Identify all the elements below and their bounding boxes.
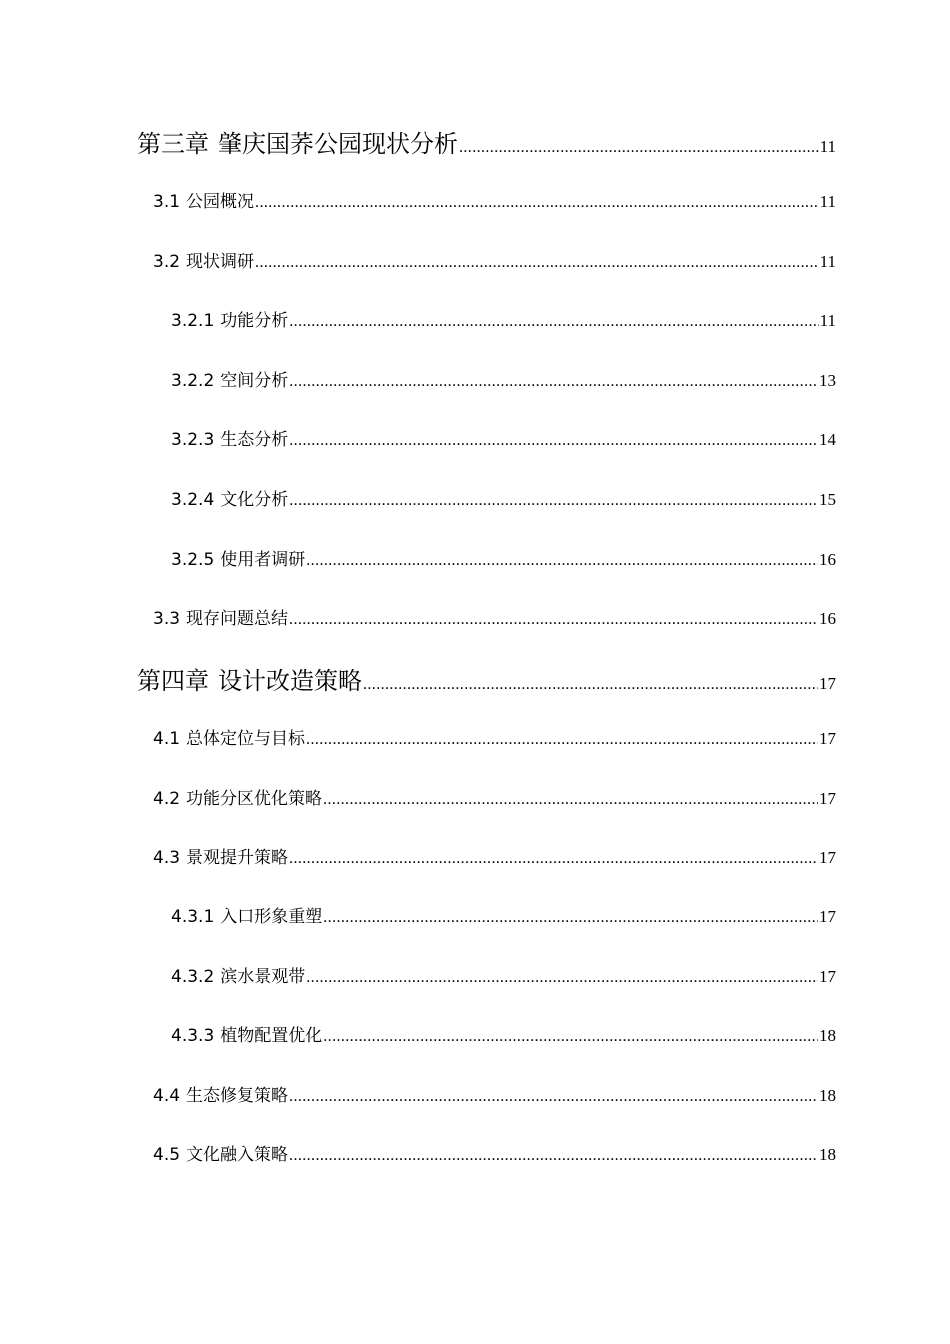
toc-entry-number: 第四章	[137, 667, 209, 695]
toc-leader-dots	[459, 139, 819, 157]
toc-subsection[interactable]	[171, 366, 836, 391]
toc-page-number: 11	[819, 137, 836, 156]
toc-section[interactable]	[153, 604, 836, 629]
toc-entry-number: 4.4	[153, 1086, 181, 1106]
toc-entry-title: 入口形象重塑	[220, 907, 323, 927]
toc-chapter[interactable]	[137, 661, 836, 696]
toc-entry-title: 滨水景观带	[220, 967, 306, 987]
toc-page-number: 17	[819, 907, 836, 926]
toc-entry-title: 文化分析	[220, 490, 289, 510]
toc-leader-dots	[255, 194, 819, 212]
toc-page-number: 11	[819, 252, 836, 271]
toc-leader-dots	[323, 909, 818, 927]
toc-entry-title: 公园概况	[186, 192, 255, 212]
toc-entry-number: 3.2.3	[171, 430, 215, 450]
toc-entry-number: 3.3	[153, 609, 181, 629]
toc-entry-number: 第三章	[137, 130, 209, 158]
toc-page-number: 11	[819, 192, 836, 211]
toc-entry-number: 4.3.3	[171, 1026, 215, 1046]
toc-section[interactable]	[153, 187, 836, 212]
toc-entry-number: 3.2.2	[171, 371, 215, 391]
toc-leader-dots	[306, 731, 818, 749]
toc-leader-dots	[255, 254, 819, 272]
toc-page-number: 11	[819, 311, 836, 330]
toc-leader-dots	[289, 313, 818, 331]
toc-leader-dots	[289, 611, 818, 629]
toc-page-number: 13	[819, 371, 836, 390]
toc-entry-title: 设计改造策略	[218, 667, 362, 695]
toc-page-number: 16	[819, 550, 836, 569]
toc-page-number: 18	[819, 1145, 836, 1164]
toc-page-number: 18	[819, 1086, 836, 1105]
toc-section[interactable]	[153, 724, 836, 749]
toc-leader-dots	[323, 1028, 818, 1046]
toc-section[interactable]	[153, 843, 836, 868]
toc-entry-title: 生态分析	[220, 430, 289, 450]
toc-leader-dots	[363, 676, 818, 694]
toc-subsection[interactable]	[171, 485, 836, 510]
toc-leader-dots	[289, 492, 818, 510]
toc-page-number: 14	[819, 430, 836, 449]
toc-page-number: 18	[819, 1026, 836, 1045]
toc-subsection[interactable]	[171, 425, 836, 450]
toc-entry-number: 3.2.5	[171, 550, 215, 570]
toc-entry-title: 现状调研	[186, 252, 255, 272]
toc-leader-dots	[289, 1147, 818, 1165]
toc-section[interactable]	[153, 784, 836, 809]
toc-entry-title: 使用者调研	[220, 550, 306, 570]
toc-entry-title: 生态修复策略	[186, 1086, 289, 1106]
toc-page-number: 17	[819, 729, 836, 748]
toc-entry-number: 3.2.4	[171, 490, 215, 510]
toc-subsection[interactable]	[171, 1021, 836, 1046]
toc-entry-title: 现存问题总结	[186, 609, 289, 629]
toc-subsection[interactable]	[171, 306, 836, 331]
toc-section[interactable]	[153, 247, 836, 272]
toc-entry-number: 4.3.1	[171, 907, 215, 927]
toc-entry-title: 肇庆国荞公园现状分析	[218, 130, 458, 158]
toc-leader-dots	[289, 1088, 818, 1106]
toc-entry-number: 4.2	[153, 789, 181, 809]
toc-page-number: 17	[819, 674, 836, 693]
toc-entry-number: 4.3.2	[171, 967, 215, 987]
toc-leader-dots	[289, 373, 818, 391]
toc-entry-title: 空间分析	[220, 371, 289, 391]
toc-entry-title: 文化融入策略	[186, 1145, 289, 1165]
toc-entry-number: 3.2	[153, 252, 181, 272]
toc-entry-title: 植物配置优化	[220, 1026, 323, 1046]
toc-page-number: 17	[819, 789, 836, 808]
toc-entry-number: 4.5	[153, 1145, 181, 1165]
toc-leader-dots	[323, 791, 818, 809]
toc-page-number: 17	[819, 967, 836, 986]
toc-leader-dots	[289, 432, 818, 450]
toc-entry-title: 功能分析	[220, 311, 289, 331]
toc-leader-dots	[306, 969, 818, 987]
toc-chapter[interactable]	[137, 124, 836, 159]
toc-entry-number: 3.2.1	[171, 311, 215, 331]
toc-subsection[interactable]	[171, 902, 836, 927]
toc-section[interactable]	[153, 1140, 836, 1165]
toc-section[interactable]	[153, 1081, 836, 1106]
toc-page-number: 16	[819, 609, 836, 628]
toc-page-number: 17	[819, 848, 836, 867]
toc-entry-number: 4.3	[153, 848, 181, 868]
toc-subsection[interactable]	[171, 545, 836, 570]
toc-entry-title: 总体定位与目标	[186, 729, 306, 749]
toc-subsection[interactable]	[171, 962, 836, 987]
toc-leader-dots	[306, 552, 818, 570]
toc-entry-title: 功能分区优化策略	[186, 789, 323, 809]
toc-entry-number: 4.1	[153, 729, 181, 749]
toc-page-number: 15	[819, 490, 836, 509]
toc-leader-dots	[289, 850, 818, 868]
toc-entry-number: 3.1	[153, 192, 181, 212]
toc-entry-title: 景观提升策略	[186, 848, 289, 868]
